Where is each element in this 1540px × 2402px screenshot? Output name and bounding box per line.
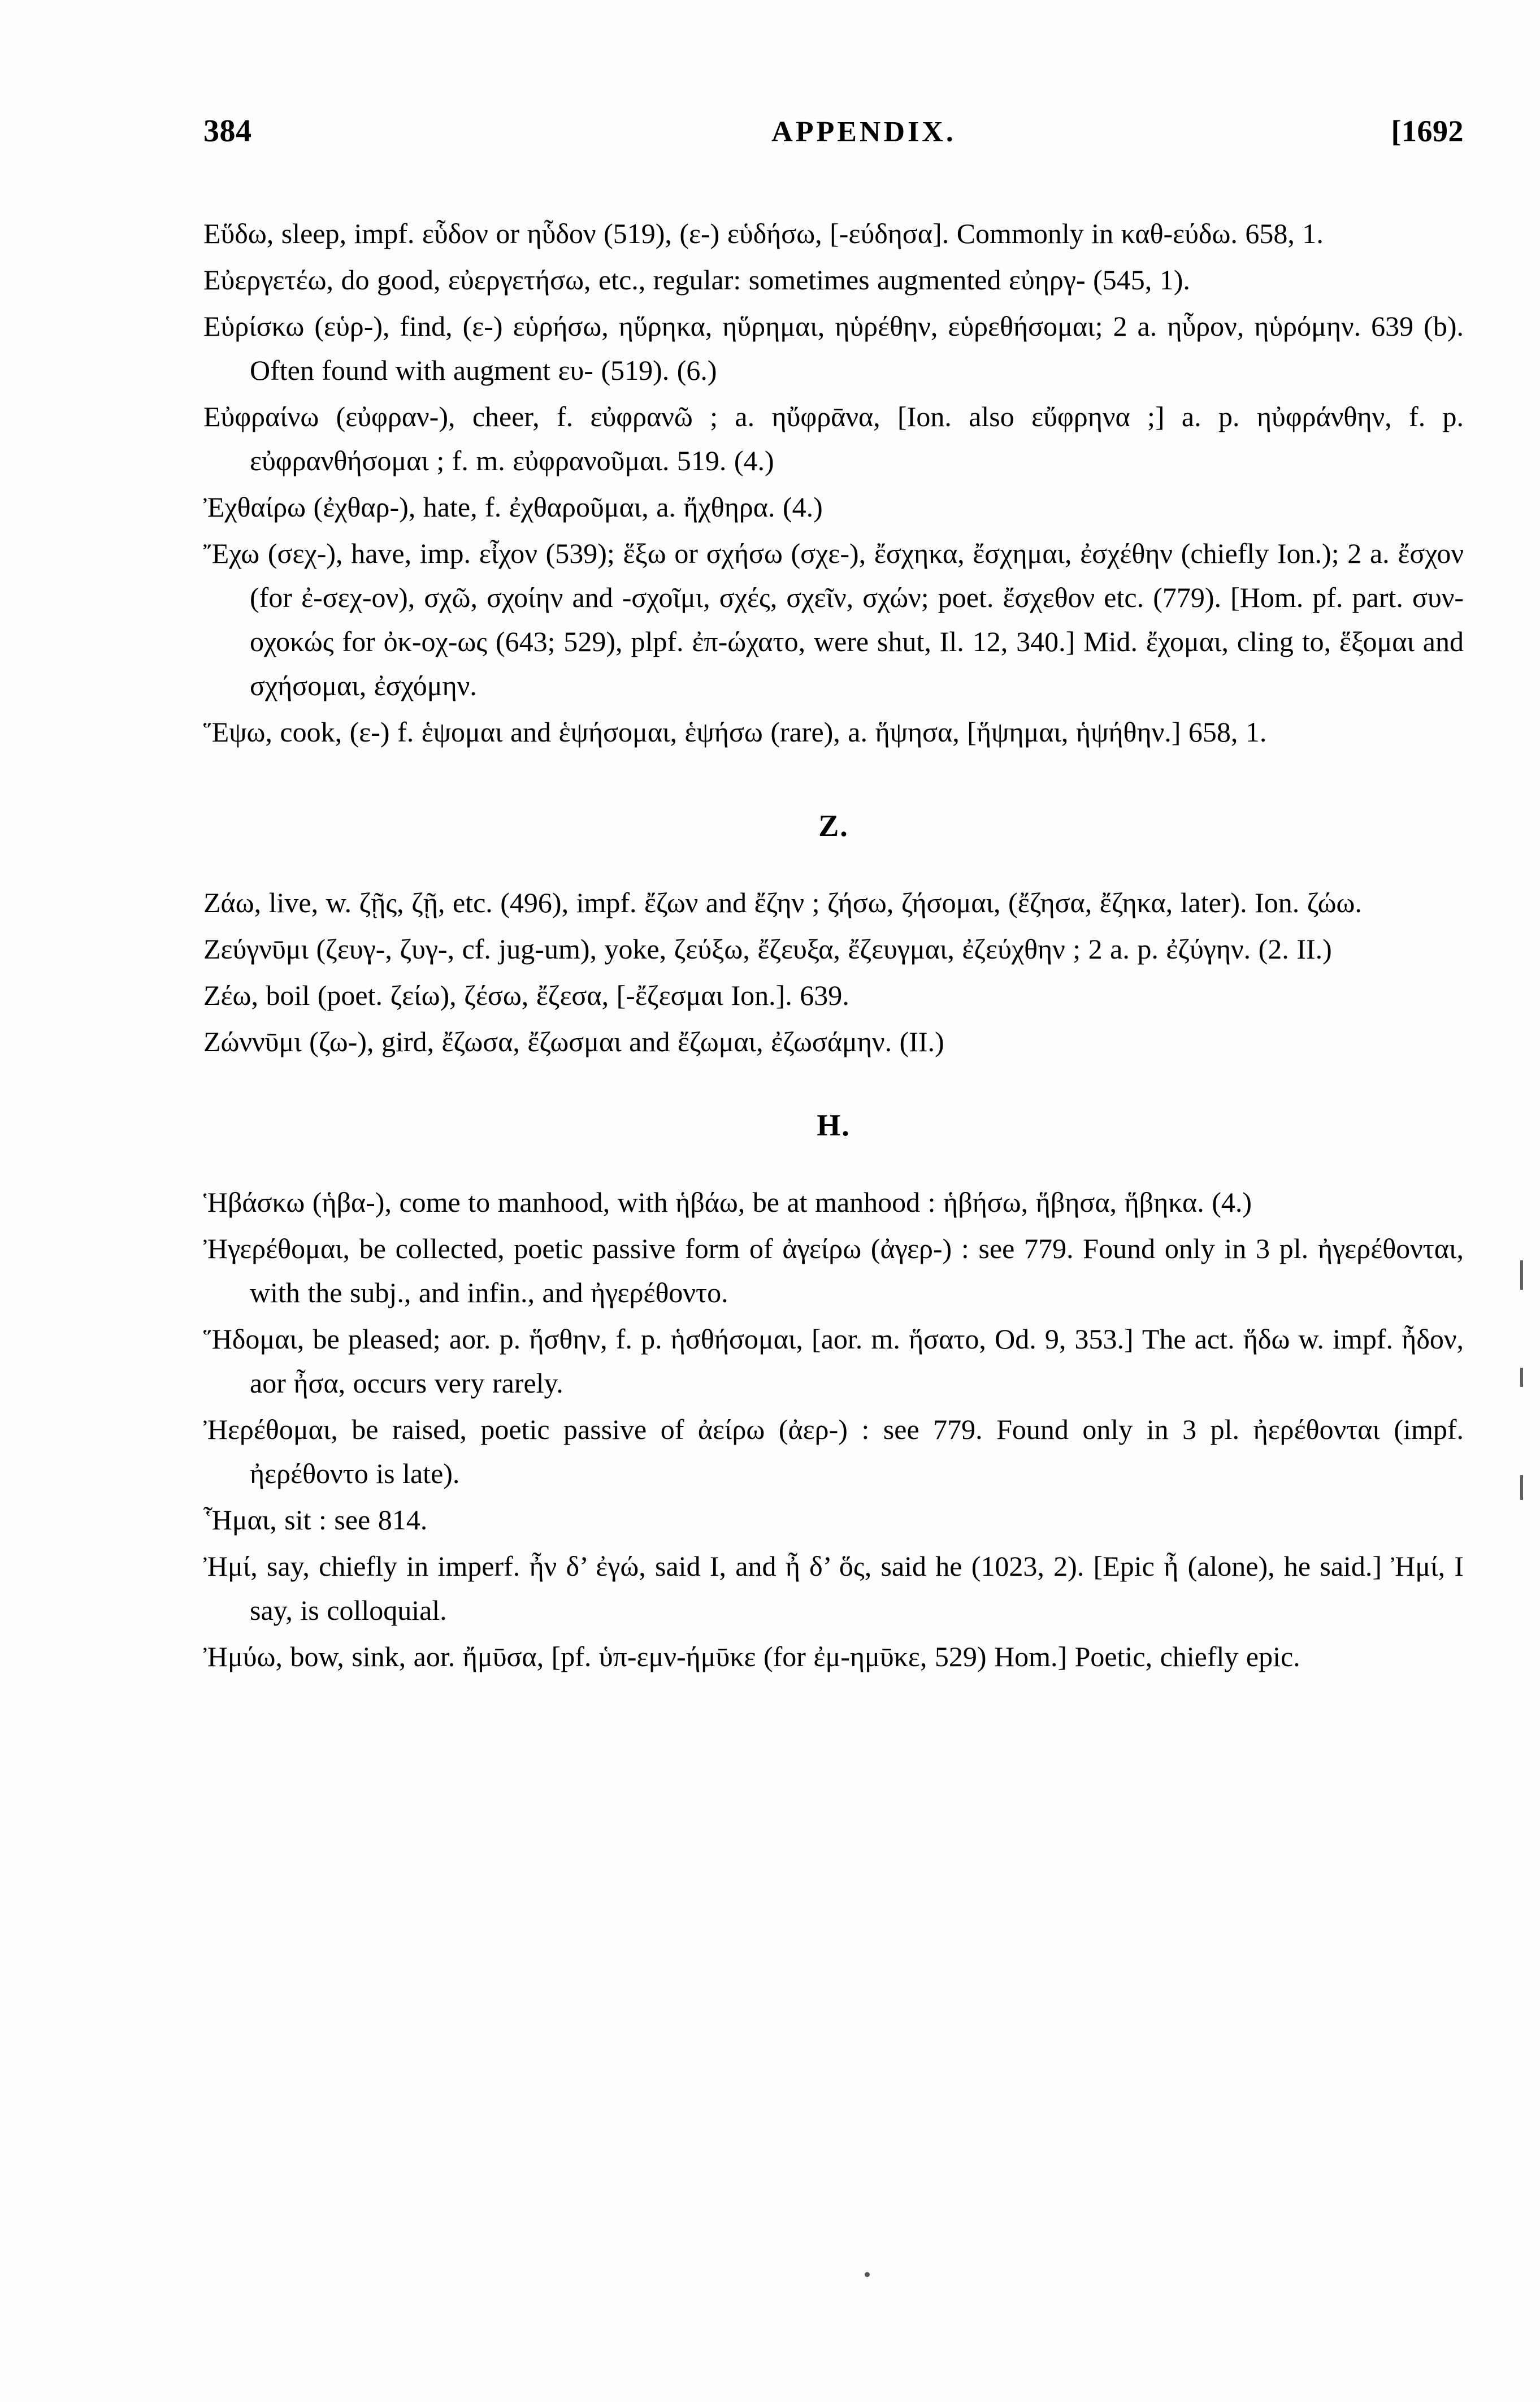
- dictionary-entry: Ἧμαι, sit : see 814.: [203, 1504, 428, 1536]
- dictionary-entry: Ζώννῡμι (ζω-), gird, ἔζωσα, ἔζωσμαι and ἔζωμαι, ἐζωσάμην. (II.): [203, 1026, 944, 1057]
- entry-section: [203, 808, 1464, 1064]
- scan-artifact-mark: [1520, 1475, 1523, 1500]
- entry-section: [203, 1108, 1464, 1679]
- dictionary-entry: Ἕψω, cook, (ε-) f. ἑψομαι and ἑψήσομαι, ἑψήσω (rare), a. ἥψησα, [ἥψημαι, ἡψήθην.] 658, 1.: [203, 716, 1267, 748]
- dictionary-entry: Ἐχθαίρω (ἐχθαρ-), hate, f. ἐχθαροῦμαι, a. ἤχθηρα. (4.): [203, 491, 823, 523]
- section-reference: [1692: [1391, 114, 1464, 148]
- dictionary-entry: Εὐεργετέω, do good, εὐεργετήσω, etc., regular: sometimes augmented εὐηργ- (545, 1).: [203, 264, 1190, 296]
- running-head: [203, 113, 1464, 149]
- dictionary-entry: Ἡβάσκω (ἡβα-), come to manhood, with ἡβάω, be at manhood : ἡβήσω, ἥβησα, ἥβηκα. (4.): [203, 1186, 1252, 1218]
- dictionary-entry: Ζάω, live, w. ζῇς, ζῇ, etc. (496), impf. ἔζων and ἔζην ; ζήσω, ζήσομαι, (ἔζησα, ἔζηκα, later). Ion. ζώω.: [203, 887, 1362, 918]
- dictionary-entry: Ἥδομαι, be pleased; aor. p. ἥσθην, f. p. ἡσθήσομαι, [aor. m. ἥσατο, Od. 9, 353.] The act. ἥδω w. impf. ἦδον, aor ἦσα, occurs very rarely.: [203, 1323, 1464, 1399]
- scan-artifact-speck: [865, 2272, 870, 2277]
- page-title: APPENDIX.: [771, 116, 956, 148]
- dictionary-entry: Ζέω, boil (poet. ζείω), ζέσω, ἔζεσα, [-ἔζεσμαι Ion.]. 639.: [203, 979, 849, 1011]
- dictionary-entry: Ἠγερέθομαι, be collected, poetic passive form of ἀγείρω (ἀγερ-) : see 779. Found only in 3 pl. ἠγερέθονται, with the subj., and infin., and ἠγερέθοντο.: [203, 1233, 1464, 1308]
- dictionary-entry: Ζεύγνῡμι (ζευγ-, ζυγ-, cf. jug-um), yoke, ζεύξω, ἔζευξα, ἔζευγμαι, ἐζεύχθην ; 2 a. p. ἐζύγην. (2. II.): [203, 933, 1332, 965]
- page-number: 384: [203, 114, 252, 149]
- dictionary-entry: Εὐφραίνω (εὐφραν-), cheer, f. εὐφρανῶ ; a. ηὔφρᾱνα, [Ion. also εὔφρηνα ;] a. p. ηὐφράνθην, f. p. εὐφρανθήσομαι ; f. m. εὐφρανοῦμαι. 519. (4.): [203, 401, 1464, 476]
- dictionary-entry: Εὑρίσκω (εὑρ-), find, (ε-) εὑρήσω, ηὕρηκα, ηὕρημαι, ηὑρέθην, εὑρεθήσομαι; 2 a. ηὗρον, ηὑρόμην. 639 (b). Often found with augment ευ- (519). (6.): [203, 310, 1464, 386]
- scan-artifact-mark: [1520, 1368, 1523, 1387]
- scan-artifact-mark: [1520, 1260, 1523, 1290]
- letter-heading-eta: H.: [817, 1108, 851, 1142]
- dictionary-entry: Ἠερέθομαι, be raised, poetic passive of ἀείρω (ἀερ-) : see 779. Found only in 3 pl. ἠερέθονται (impf. ἠερέθοντο is late).: [203, 1414, 1464, 1489]
- letter-heading-z: Z.: [818, 809, 849, 843]
- dictionary-entry: Ἠμί, say, chiefly in imperf. ἦν δ’ ἐγώ, said I, and ἦ δ’ ὅς, said he (1023, 2). [Epic ἦ (alone), he said.] Ἠμί, I say, is colloquial.: [203, 1550, 1464, 1626]
- entry-section: [203, 211, 1464, 754]
- page-content: [203, 113, 1464, 1681]
- dictionary-entry: Ἔχω (σεχ-), have, imp. εἶχον (539); ἕξω or σχήσω (σχε-), ἔσχηκα, ἔσχημαι, ἐσχέθην (chiefly Ion.); 2 a. ἔσχον (for ἐ-σεχ-ον), σχῶ, σχοίην and -σχοῖμι, σχές, σχεῖν, σχών; poet. ἔσχεθον etc. (779). [Hom. pf. part. συν-οχοκώς for ὀκ-οχ-ως (643; 529), plpf. ἐπ-ώχατο, were shut, Il. 12, 340.] Mid. ἔχομαι, cling to, ἕξομαι and σχήσομαι, ἐσχόμην.: [203, 537, 1464, 701]
- dictionary-entry: Ἠμύω, bow, sink, aor. ἤμῡσα, [pf. ὑπ-εμν-ήμῡκε (for ἐμ-ημῡκε, 529) Hom.] Poetic, chiefly epic.: [203, 1641, 1300, 1672]
- dictionary-entry: Εὕδω, sleep, impf. εὗδον or ηὗδον (519), (ε-) εὑδήσω, [-εύδησα]. Commonly in καθ-εύδω. 658, 1.: [203, 218, 1324, 249]
